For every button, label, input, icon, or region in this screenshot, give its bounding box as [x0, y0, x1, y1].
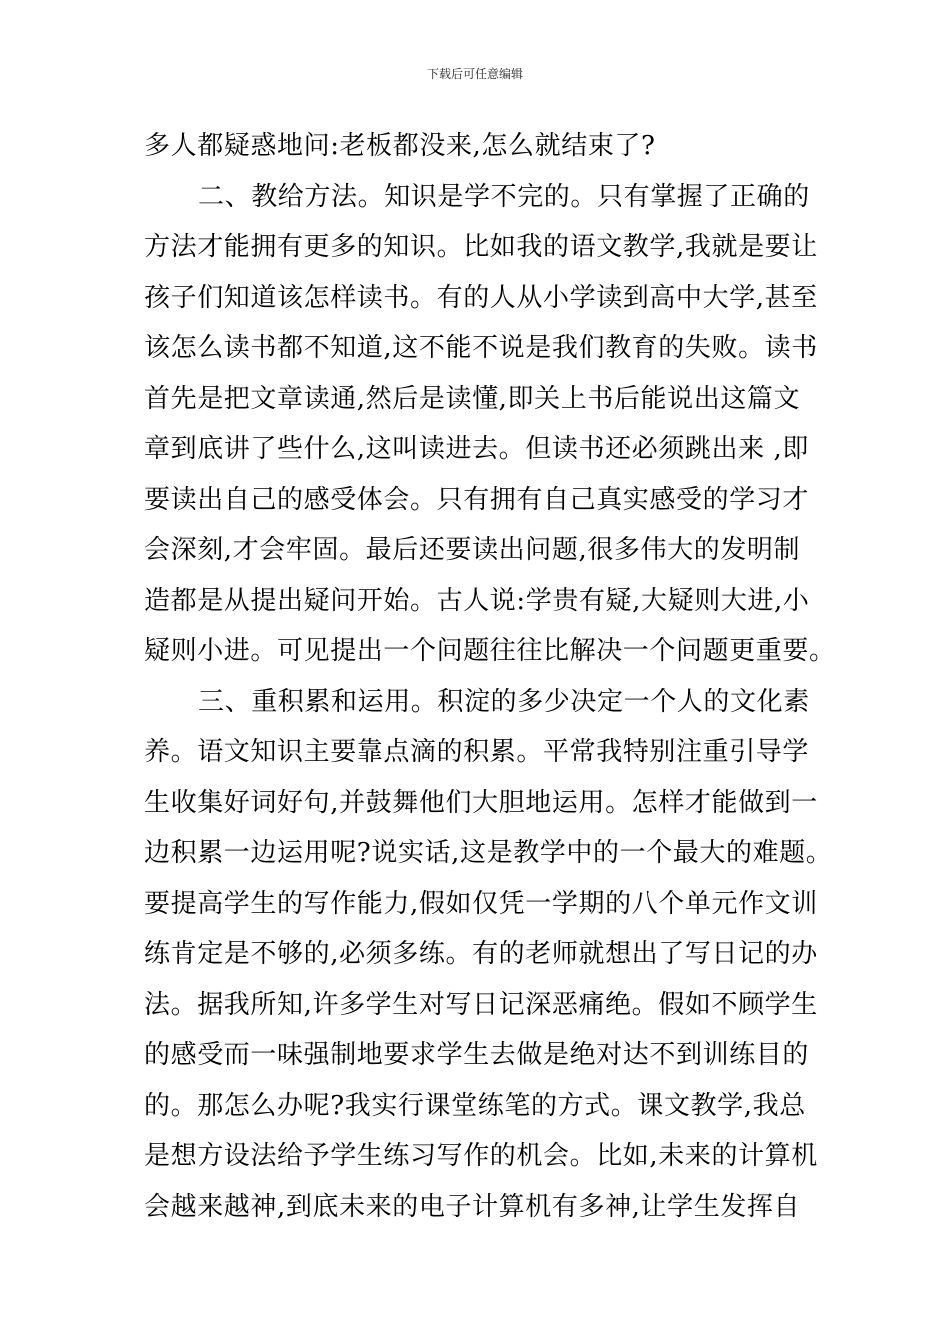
text-line: 多人都疑惑地问:老板都没来,怎么就结束了? — [144, 131, 656, 161]
text-line: 生收集好词好句,并鼓舞他们大胆地运用。怎样才能做到一 — [144, 787, 818, 818]
document-body — [144, 121, 836, 1232]
text-line: 方法才能拥有更多的知识。比如我的语文教学,我就是要让 — [144, 232, 818, 262]
text-line: 法。据我所知,许多学生对写日记深恶痛绝。假如不顾学生 — [144, 989, 818, 1020]
page-header: 下载后可任意编辑 — [426, 67, 523, 81]
paragraph-start-line: 二、教给方法。知识是学不完的。只有掌握了正确的 — [198, 181, 810, 212]
text-line: 要提高学生的写作能力,假如仅凭一学期的八个单元作文训 — [144, 888, 818, 919]
text-line: 会深刻,才会牢固。最后还要读出问题,很多伟大的发明制 — [144, 535, 801, 565]
text-line: 边积累一边运用呢?说实话,这是教学中的一个最大的难题。 — [144, 838, 833, 868]
text-line: 章到底讲了些什么,这叫读进去。但读书还必须跳出来 ,即 — [144, 434, 809, 464]
text-line: 是想方设法给予学生练习写作的机会。比如,未来的计算机 — [144, 1141, 818, 1171]
text-line: 造都是从提出疑问开始。古人说:学贵有疑,大疑则大进,小 — [144, 585, 810, 616]
text-line: 练肯定是不够的,必须多练。有的老师就想出了写日记的办 — [144, 939, 818, 969]
text-line: 首先是把文章读通,然后是读懂,即关上书后能说出这篇文 — [144, 383, 801, 414]
paragraph-start-line: 三、重积累和运用。积淀的多少决定一个人的文化素 — [198, 686, 810, 717]
text-line: 养。语文知识主要靠点滴的积累。平常我特别注重引导学 — [144, 737, 810, 767]
text-line: 的。那怎么办呢?我实行课堂练笔的方式。课文教学,我总 — [144, 1090, 806, 1121]
text-line: 该怎么读书都不知道,这不能不说是我们教育的失败。读书 — [144, 333, 818, 363]
text-line: 要读出自己的感受体会。只有拥有自己真实感受的学习才 — [144, 484, 810, 515]
text-line: 的感受而一味强制地要求学生去做是绝对达不到训练目的 — [144, 1040, 810, 1070]
text-line: 会越来越神,到底未来的电子计算机有多神,让学生发挥自 — [144, 1191, 801, 1222]
text-line: 疑则小进。可见提出一个问题往往比解决一个问题更重要。 — [144, 636, 836, 666]
text-line: 孩子们知道该怎样读书。有的人从小学读到高中大学,甚至 — [144, 282, 818, 313]
